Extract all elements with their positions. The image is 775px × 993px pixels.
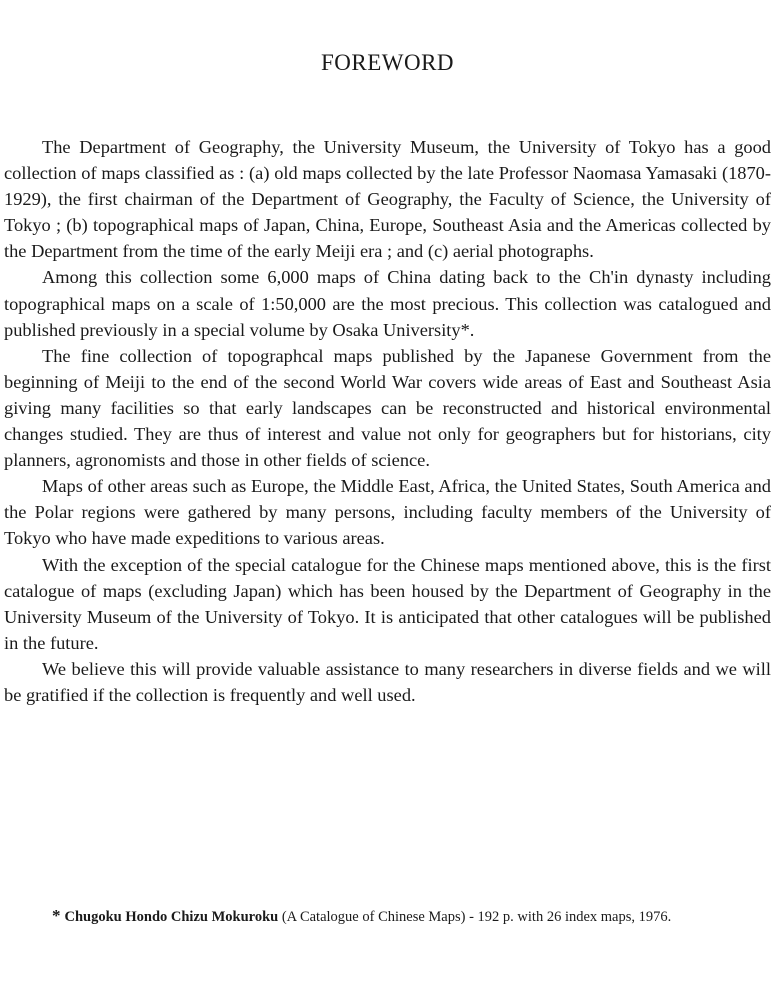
paragraph-5: With the exception of the special catalogue for the Chinese maps mentioned above, this is the first catalogue of maps (excluding Japan) which has been housed by the Department of Geography in the University Museum of the University of Tokyo. It is anticipated that other catalogues will be published in the future. bbox=[4, 554, 771, 653]
paragraph-3: The fine collection of topographcal maps published by the Japanese Government from the beginning of Meiji to the end of the second World War covers wide areas of East and Southeast Asia giving many facilities so that early landscapes can be reconstructed and historical environmental changes studied. They are thus of interest and value not only for geographers but for historians, city planners, agronomists and those in other fields of science. bbox=[4, 345, 771, 471]
foreword-body bbox=[4, 134, 771, 708]
paragraph-2: Among this collection some 6,000 maps of China dating back to the Ch'in dynasty including topographical maps on a scale of 1:50,000 are the most precious. This collection was catalogued and published previously in a special volume by Osaka University*. bbox=[4, 267, 771, 340]
footnote bbox=[52, 902, 772, 931]
paragraph-6: We believe this will provide valuable assistance to many researchers in diverse fields and we will be gratified if the collection is frequently and well used. bbox=[4, 658, 771, 705]
footnote-marker: * bbox=[52, 906, 61, 925]
page-title: FOREWORD bbox=[320, 50, 455, 75]
footnote-text: (A Catalogue of Chinese Maps) - 192 p. with 26 index maps, 1976. bbox=[278, 909, 672, 925]
footnote-title: Chugoku Hondo Chizu Mokuroku bbox=[64, 909, 279, 925]
paragraph-1: The Department of Geography, the University Museum, the University of Tokyo has a good collection of maps classified as : (a) old maps collected by the late Professor Naomasa Yamasaki (1870-1929), the first chairman of the Department of Geography, the Faculty of Science, the University of Tokyo ; (b) topographical maps of Japan, China, Europe, Southeast Asia and the Americas collected by the Department from the time of the early Meiji era ; and (c) aerial photographs. bbox=[4, 137, 771, 262]
paragraph-4: Maps of other areas such as Europe, the Middle East, Africa, the United States, South America and the Polar regions were gathered by many persons, including faculty members of the University of Tokyo who have made expeditions to various areas. bbox=[4, 476, 771, 549]
